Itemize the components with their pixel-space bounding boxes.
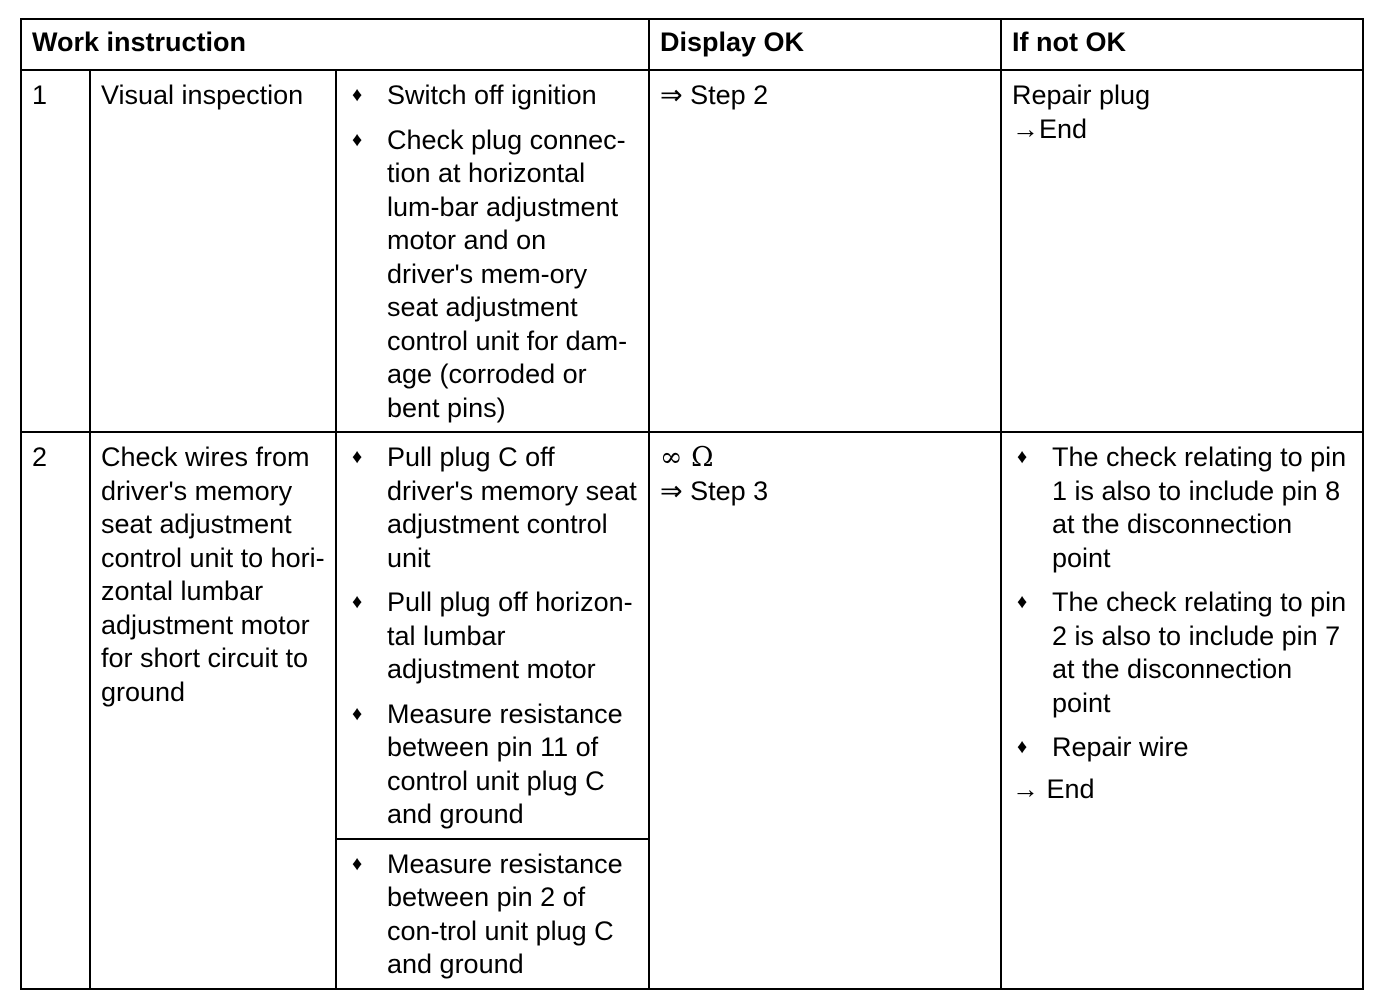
header-display-ok: Display OK [649, 19, 1001, 70]
bullet-diamond-icon: ♦ [1017, 736, 1028, 758]
if-not-ok-cell [1001, 432, 1363, 989]
bullet-diamond-icon: ♦ [352, 446, 363, 468]
bullet-diamond-icon: ♦ [352, 84, 363, 106]
step-number: 2 [21, 432, 90, 989]
display-ok-cell [649, 70, 1001, 432]
step-task: Check wires from driver's memory seat adjustment control unit to hori-zontal lumbar adjustment motor for short circuit to ground [90, 432, 336, 989]
display-ok-line: ⇒ Step 2 [660, 80, 769, 110]
if-not-ok-line: Repair plug [1012, 80, 1151, 110]
step-actions [336, 432, 649, 839]
action-text: Measure resistance between pin 11 of control unit plug C and ground [387, 698, 623, 829]
table-row-step-2 [21, 432, 1363, 839]
display-ok-line: ∞ Ω [660, 442, 714, 473]
bullet-diamond-icon: ♦ [352, 702, 363, 725]
display-ok-cell [649, 432, 1001, 989]
table-header-row [21, 19, 1363, 70]
action-text: Check plug connec-tion at horizontal lum-bar adjustment motor and on driver's mem-ory seat adjustment control unit for dam-age (corroded or bent pins) [387, 124, 628, 423]
display-ok-line: ⇒ Step 3 [660, 475, 769, 506]
action-item [347, 79, 638, 113]
if-not-ok-text: The check relating to pin 1 is also to include pin 8 at the disconnection point [1052, 442, 1347, 573]
bullet-diamond-icon: ♦ [1017, 591, 1028, 613]
if-not-ok-text: Repair wire [1052, 732, 1189, 762]
work-instruction-table [20, 18, 1364, 990]
if-not-ok-text: The check relating to pin 2 is also to include pin 7 at the disconnection point [1052, 587, 1347, 718]
table-row-step-1 [21, 70, 1363, 432]
if-not-ok-end: → End [1012, 773, 1095, 804]
bullet-diamond-icon: ♦ [352, 128, 363, 151]
if-not-ok-item [1012, 731, 1352, 765]
work-instruction-table-container [20, 18, 1362, 979]
action-text: Switch off ignition [387, 80, 597, 110]
action-text: Pull plug C off driver's memory seat adjustment control unit [387, 442, 637, 573]
action-item [347, 586, 638, 687]
step-task: Visual inspection [90, 70, 336, 432]
if-not-ok-item [1012, 441, 1352, 575]
action-text: Pull plug off horizon-tal lumbar adjustment motor [387, 587, 633, 684]
if-not-ok-line: →End [1012, 113, 1088, 144]
step-number: 1 [21, 70, 90, 432]
action-text: Measure resistance between pin 2 of con-trol unit plug C and ground [387, 848, 623, 979]
action-item [347, 124, 638, 426]
if-not-ok-item [1012, 586, 1352, 720]
header-work-instruction: Work instruction [21, 19, 649, 70]
step-actions [336, 839, 649, 989]
step-actions [336, 70, 649, 432]
bullet-diamond-icon: ♦ [352, 852, 363, 875]
bullet-diamond-icon: ♦ [1017, 446, 1028, 468]
header-if-not-ok: If not OK [1001, 19, 1363, 70]
bullet-diamond-icon: ♦ [352, 591, 363, 613]
action-item [347, 848, 638, 982]
action-item [347, 698, 638, 832]
action-item [347, 441, 638, 575]
if-not-ok-cell [1001, 70, 1363, 432]
